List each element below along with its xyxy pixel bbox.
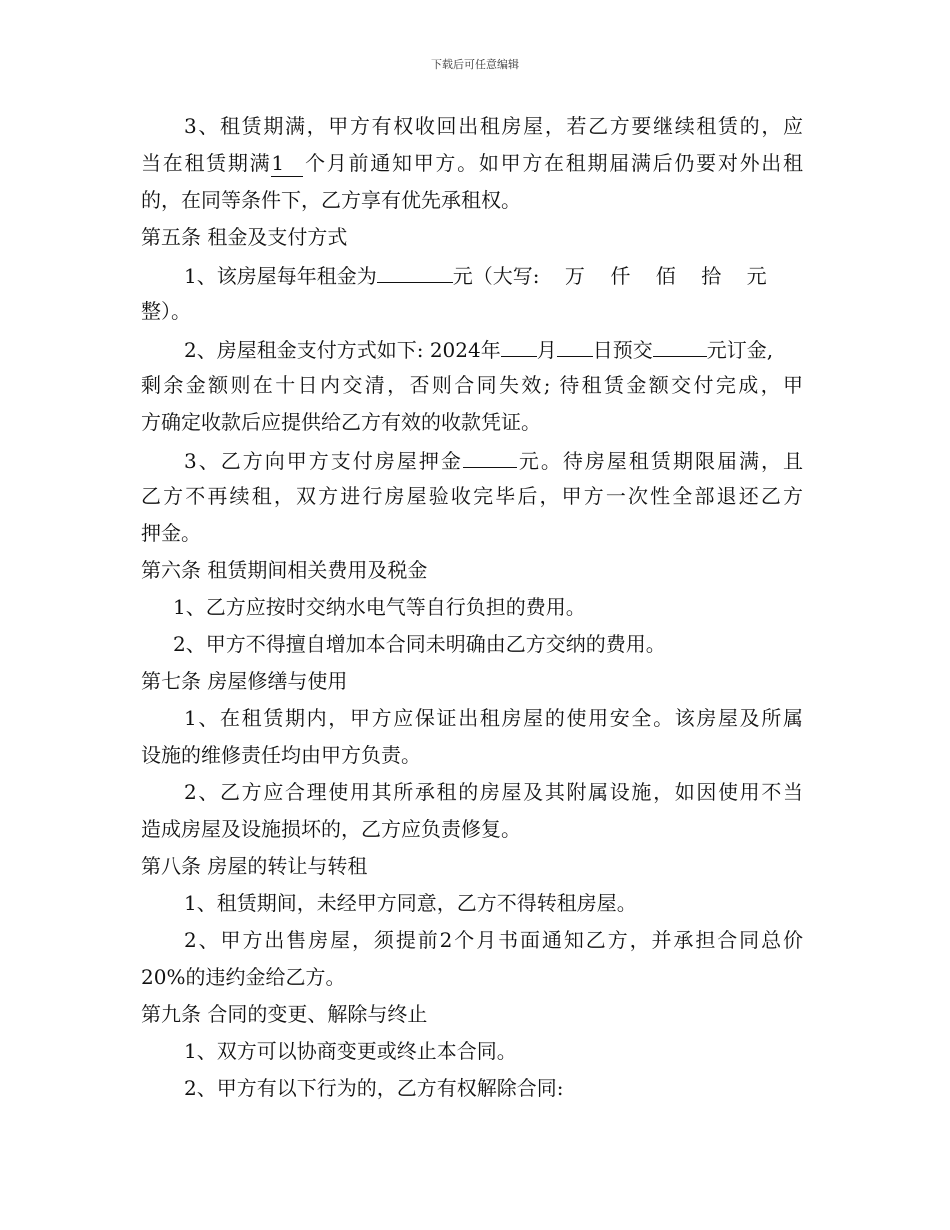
clause-8-2-line-1: 2、甲方出售房屋，须提前2个月书面通知乙方，并承担合同总价 bbox=[184, 928, 803, 952]
clause-4-3-text-b: 个月前通知甲方。如甲方在租期届满后仍要对外出租 bbox=[303, 151, 804, 175]
security-deposit-blank bbox=[463, 441, 517, 468]
article-7-title: 第七条 房屋修缮与使用 bbox=[141, 669, 348, 693]
clause-5-3-text-b: 元。待房屋租赁期限届满，且 bbox=[516, 449, 803, 473]
clause-5-2-text-b: 月 bbox=[536, 338, 557, 362]
deposit-month-blank bbox=[501, 330, 537, 357]
clause-4-3-line-2 bbox=[141, 145, 803, 182]
page-header: 下载后可任意编辑 bbox=[431, 58, 519, 71]
article-8-title: 第八条 房屋的转让与转租 bbox=[141, 854, 368, 878]
clause-4-3-line-3: 的，在同等条件下，乙方享有优先承租权。 bbox=[141, 188, 521, 212]
clause-5-1-text-b: 元（大写: 万 仟 佰 拾 元 bbox=[452, 264, 767, 288]
annual-rent-blank bbox=[377, 256, 453, 283]
article-6-title: 第六条 租赁期间相关费用及税金 bbox=[141, 558, 428, 582]
clause-5-2-line-1 bbox=[141, 330, 803, 367]
clause-7-2-line-1: 2、乙方应合理使用其所承租的房屋及其附属设施，如因使用不当 bbox=[184, 780, 803, 804]
clause-5-2-line-3: 方确定收款后应提供给乙方有效的收款凭证。 bbox=[141, 410, 541, 434]
clause-5-1-text-a: 1、该房屋每年租金为 bbox=[184, 264, 377, 288]
clause-5-1-line-2: 整）。 bbox=[141, 299, 191, 323]
clause-4-3-text-a: 当在租赁期满 bbox=[141, 151, 272, 175]
clause-9-2: 2、甲方有以下行为的，乙方有权解除合同: bbox=[184, 1076, 564, 1100]
clause-7-1-line-2: 设施的维修责任均由甲方负责。 bbox=[141, 743, 421, 767]
clause-5-3-text-a: 3、乙方向甲方支付房屋押金 bbox=[184, 449, 463, 473]
clause-5-1-line-1 bbox=[141, 256, 803, 293]
clause-7-1-line-1: 1、在租赁期内，甲方应保证出租房屋的使用安全。该房屋及所属 bbox=[184, 706, 803, 730]
earnest-amount-blank bbox=[653, 330, 707, 357]
article-9-title: 第九条 合同的变更、解除与终止 bbox=[141, 1002, 428, 1026]
clause-5-3-line-1 bbox=[141, 441, 803, 478]
deposit-day-blank bbox=[557, 330, 593, 357]
clause-6-2: 2、甲方不得擅自增加本合同未明确由乙方交纳的费用。 bbox=[173, 632, 666, 656]
clause-4-3-line-1: 3、租赁期满，甲方有权收回出租房屋，若乙方要继续租赁的，应 bbox=[184, 114, 803, 138]
clause-8-2-line-2: 20%的违约金给乙方。 bbox=[141, 965, 346, 989]
clause-5-2-text-a: 2、房屋租金支付方式如下: 2024年 bbox=[184, 338, 501, 362]
notice-months-blank: 1 bbox=[271, 150, 303, 177]
document-body bbox=[141, 108, 803, 1107]
clause-5-3-line-2: 乙方不再续租，双方进行房屋验收完毕后，甲方一次性全部退还乙方 bbox=[141, 484, 803, 508]
clause-5-3-line-3: 押金。 bbox=[141, 521, 201, 545]
clause-9-1: 1、双方可以协商变更或终止本合同。 bbox=[184, 1039, 517, 1063]
clause-8-1: 1、租赁期间，未经甲方同意，乙方不得转租房屋。 bbox=[184, 891, 637, 915]
clause-5-2-text-d: 元订金, bbox=[706, 338, 774, 362]
clause-5-2-line-2: 剩余金额则在十日内交清，否则合同失效; 待租赁金额交付完成，甲 bbox=[141, 373, 803, 397]
clause-5-2-text-c: 日预交 bbox=[592, 338, 653, 362]
clause-7-2-line-2: 造成房屋及设施损坏的，乙方应负责修复。 bbox=[141, 817, 521, 841]
clause-6-1: 1、乙方应按时交纳水电气等自行负担的费用。 bbox=[173, 595, 586, 619]
article-5-title: 第五条 租金及支付方式 bbox=[141, 225, 348, 249]
